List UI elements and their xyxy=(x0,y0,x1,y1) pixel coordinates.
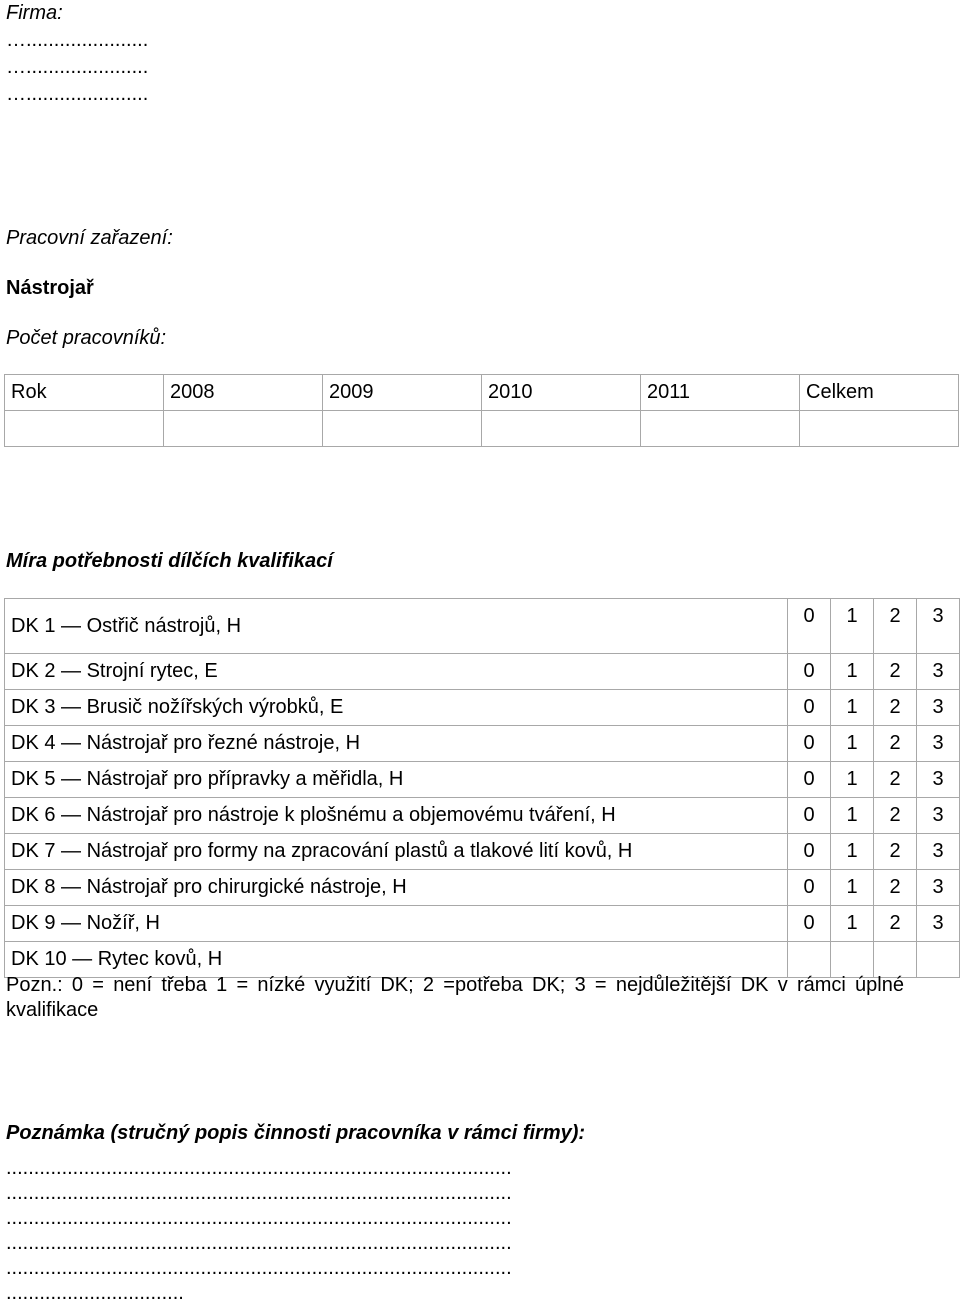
scale-option[interactable]: 1 xyxy=(831,870,874,906)
qualification-name: DK 10 — Rytec kovů, H xyxy=(5,942,788,978)
qualification-name: DK 7 — Nástrojař pro formy na zpracování plastů a tlakové lití kovů, H xyxy=(5,834,788,870)
firma-line-3: …...................... xyxy=(6,83,149,105)
scale-option[interactable]: 2 xyxy=(874,654,917,690)
qualification-name: DK 9 — Nožíř, H xyxy=(5,906,788,942)
scale-option[interactable]: 0 xyxy=(788,599,831,654)
qualification-row xyxy=(5,834,960,870)
scale-option[interactable]: 2 xyxy=(874,798,917,834)
scale-option[interactable]: 2 xyxy=(874,726,917,762)
scale-option[interactable]: 0 xyxy=(788,690,831,726)
year-header-cell: 2011 xyxy=(641,375,800,411)
scale-option[interactable]: 0 xyxy=(788,654,831,690)
workers-label: Počet pracovníků: xyxy=(6,327,167,349)
qualification-name: DK 1 — Ostřič nástrojů, H xyxy=(5,599,788,654)
scale-option[interactable]: 3 xyxy=(917,906,960,942)
year-header-cell: 2010 xyxy=(482,375,641,411)
year-value-cell[interactable] xyxy=(800,411,959,447)
firma-label: Firma: xyxy=(6,2,63,24)
scale-option[interactable]: 1 xyxy=(831,798,874,834)
year-value-cell[interactable] xyxy=(641,411,800,447)
scale-option[interactable]: 1 xyxy=(831,762,874,798)
qualification-row xyxy=(5,798,960,834)
qualification-row xyxy=(5,906,960,942)
qualification-row xyxy=(5,762,960,798)
scale-option[interactable]: 3 xyxy=(917,870,960,906)
scale-option[interactable] xyxy=(917,942,960,978)
scale-option[interactable]: 0 xyxy=(788,726,831,762)
scale-option[interactable]: 1 xyxy=(831,599,874,654)
scale-option[interactable]: 2 xyxy=(874,762,917,798)
scale-option[interactable]: 2 xyxy=(874,599,917,654)
year-header-cell: 2008 xyxy=(164,375,323,411)
qualification-name: DK 3 — Brusič nožířských výrobků, E xyxy=(5,690,788,726)
scale-option[interactable]: 0 xyxy=(788,870,831,906)
year-value-cell[interactable] xyxy=(482,411,641,447)
qualification-row xyxy=(5,654,960,690)
scale-option[interactable]: 3 xyxy=(917,690,960,726)
remark-line-4: ........................................................................................... xyxy=(6,1232,512,1254)
workers-years-table xyxy=(4,374,959,447)
qualifications-title: Míra potřebnosti dílčích kvalifikací xyxy=(6,550,333,572)
scale-option[interactable]: 3 xyxy=(917,654,960,690)
position-value: Nástrojař xyxy=(6,277,94,299)
year-value-cell[interactable] xyxy=(5,411,164,447)
remark-line-2: ........................................................................................... xyxy=(6,1182,512,1204)
remark-title: Poznámka (stručný popis činnosti pracovníka v rámci firmy): xyxy=(6,1122,586,1144)
scale-option[interactable]: 1 xyxy=(831,690,874,726)
year-header-cell: Rok xyxy=(5,375,164,411)
scale-option[interactable]: 3 xyxy=(917,798,960,834)
qualification-row xyxy=(5,599,960,654)
firma-line-2: …...................... xyxy=(6,56,149,78)
position-label: Pracovní zařazení: xyxy=(6,227,173,249)
qualification-name: DK 4 — Nástrojař pro řezné nástroje, H xyxy=(5,726,788,762)
scale-option[interactable]: 3 xyxy=(917,726,960,762)
scale-option[interactable]: 3 xyxy=(917,599,960,654)
qualification-name: DK 5 — Nástrojař pro přípravky a měřidla, H xyxy=(5,762,788,798)
year-value-cell[interactable] xyxy=(323,411,482,447)
year-header-cell: Celkem xyxy=(800,375,959,411)
qualification-name: DK 8 — Nástrojař pro chirurgické nástroje, H xyxy=(5,870,788,906)
remark-line-3: ........................................................................................... xyxy=(6,1207,512,1229)
qualification-row xyxy=(5,870,960,906)
qualification-name: DK 2 — Strojní rytec, E xyxy=(5,654,788,690)
scale-option[interactable]: 2 xyxy=(874,834,917,870)
scale-option[interactable]: 3 xyxy=(917,762,960,798)
year-value-cell[interactable] xyxy=(164,411,323,447)
remark-line-6: ................................ xyxy=(6,1282,184,1304)
scale-option[interactable]: 2 xyxy=(874,690,917,726)
scale-option[interactable]: 0 xyxy=(788,834,831,870)
scale-option[interactable]: 0 xyxy=(788,906,831,942)
qualifications-table xyxy=(4,598,960,978)
scale-option[interactable]: 1 xyxy=(831,906,874,942)
remark-line-5: ........................................................................................... xyxy=(6,1257,512,1279)
scale-option[interactable]: 0 xyxy=(788,762,831,798)
scale-option[interactable]: 1 xyxy=(831,654,874,690)
scale-option[interactable]: 1 xyxy=(831,834,874,870)
qualification-row xyxy=(5,726,960,762)
year-header-cell: 2009 xyxy=(323,375,482,411)
scale-option[interactable]: 2 xyxy=(874,870,917,906)
firma-line-1: …...................... xyxy=(6,29,149,51)
years-header-row xyxy=(5,375,959,411)
years-value-row xyxy=(5,411,959,447)
qualification-row xyxy=(5,690,960,726)
scale-option[interactable]: 2 xyxy=(874,906,917,942)
scale-option[interactable]: 3 xyxy=(917,834,960,870)
scale-option[interactable]: 1 xyxy=(831,726,874,762)
scale-option[interactable]: 0 xyxy=(788,798,831,834)
remark-line-1: ........................................................................................... xyxy=(6,1157,512,1179)
scale-note: Pozn.: 0 = není třeba 1 = nízké využití DK; 2 =potřeba DK; 3 = nejdůležitější DK v rámci úplné kvalifikace xyxy=(6,974,904,1021)
qualification-name: DK 6 — Nástrojař pro nástroje k plošnému a objemovému tváření, H xyxy=(5,798,788,834)
